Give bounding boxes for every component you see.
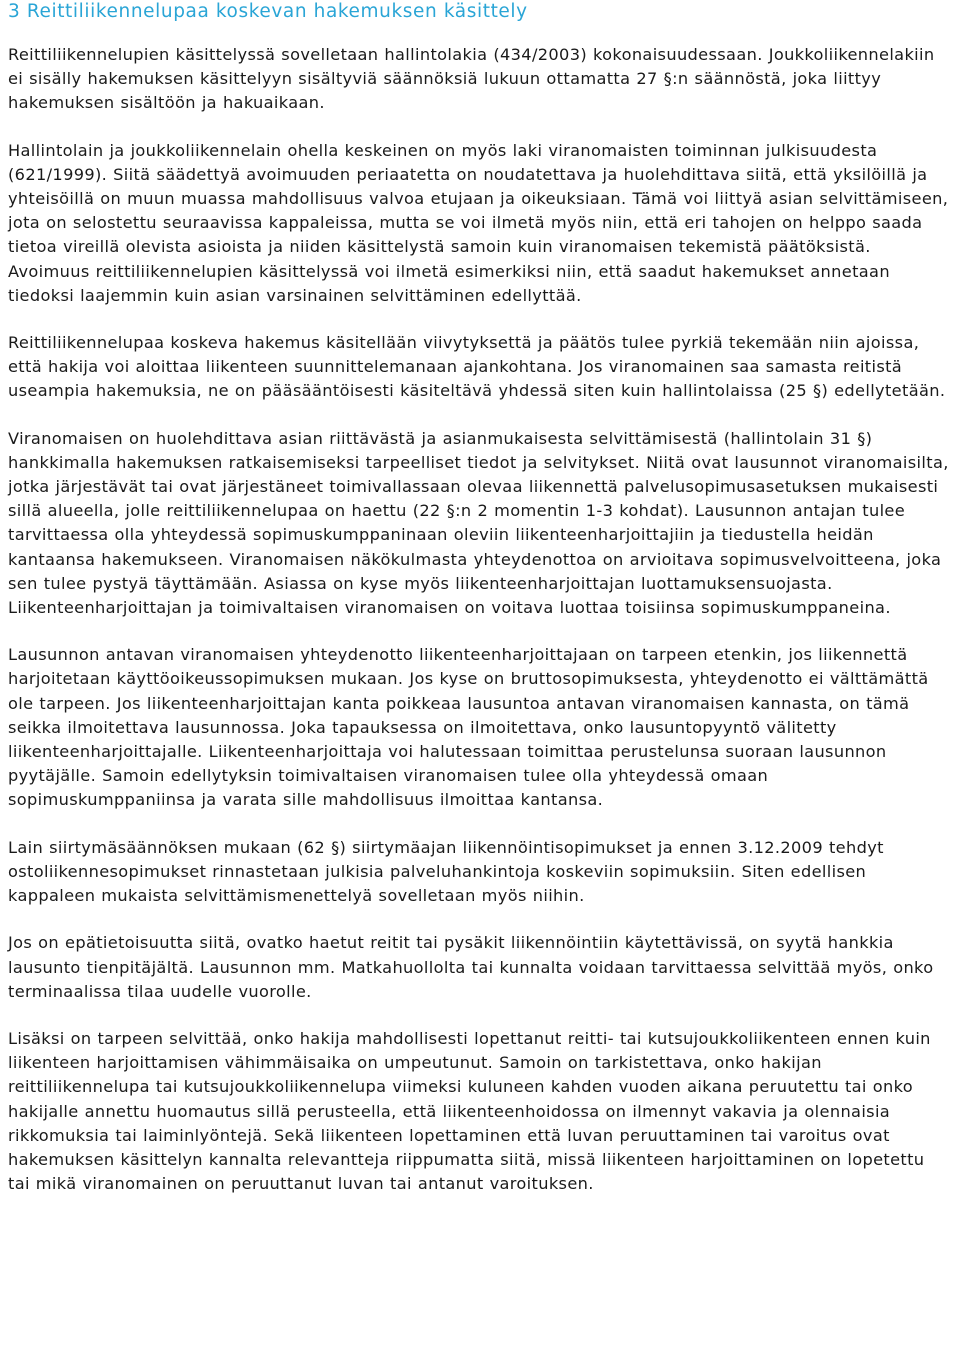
- paragraph-8: Lisäksi on tarpeen selvittää, onko hakija mahdollisesti lopettanut reitti- tai kutsujoukkoliikenteen ennen kuin liikenteen harjoittamisen vähimmäisaika on umpeutunut. Samoin on tarkistettava, onko hakijan reittiliikennelupa tai kutsujoukkoliikennelupa viimeksi kuluneen kahden vuoden aikana peruutettu tai onko hakijalle annettu huomautus sillä perusteella, että liikenteenhoidossa on ilmennyt vakavia ja olennaisia rikkomuksia tai laiminlyöntejä. Sekä liikenteen lopettaminen että luvan peruuttaminen tai varoitus ovat hakemuksen käsittelyn kannalta relevantteja riippumatta siitä, missä liikenteen harjoittaminen on lopetettu tai mikä viranomainen on peruuttanut luvan tai antanut varoituksen.: [8, 1028, 931, 1194]
- paragraph-6: Lain siirtymäsäännöksen mukaan (62 §) siirtymäajan liikennöintisopimukset ja ennen 3.12.2009 tehdyt ostoliikennesopimukset rinnastetaan julkisia palveluhankintoja koskeviin sopimuksiin. Siten edellisen kappaleen mukaista selvittämismenettelyä sovelletaan myös niihin.: [8, 837, 884, 906]
- paragraph-7: Jos on epätietoisuutta siitä, ovatko haetut reitit tai pysäkit liikennöintiin käytettävissä, on syytä hankkia lausunto tienpitäjältä. Lausunnon mm. Matkahuollolta tai kunnalta voidaan tarvittaessa selvittää myös, onko terminaalissa tilaa uudelle vuorolle.: [8, 933, 934, 1001]
- paragraph-5: Lausunnon antavan viranomaisen yhteydenotto liikenteenharjoittajaan on tarpeen etenkin, jos liikennettä harjoitetaan käyttöoikeussopimuksen mukaan. Jos kyse on bruttosopimuksesta, yhteydenotto ei välttämättä ole tarpeen. Jos liikenteenharjoittajan kanta poikkeaa lausuntoa antavan viranomaisen kannasta, on tämä seikka ilmoitettava lausunnossa. Joka tapauksessa on ilmoitettava, onko lausuntopyyntö välitetty liikenteenharjoittajalle. Liikenteenharjoittaja voi halutessaan toimittaa perustelunsa suoraan lausunnon pyytäjälle. Samoin edellytyksin toimivaltaisen viranomaisen tulee olla yhteydessä omaan sopimuskumppaniinsa ja varata sille mahdollisuus ilmoittaa kantansa.: [8, 645, 929, 810]
- paragraph-4: Viranomaisen on huolehdittava asian riittävästä ja asianmukaisesta selvittämisestä (hallintolain 31 §) hankkimalla hakemuksen ratkaisemiseksi tarpeelliset tiedot ja selvitykset. Niitä ovat lausunnot viranomaisilta, jotka järjestävät tai ovat järjestäneet toimivallassaan olevaa liikennettä palvelusopimusasetuksen mukaisesti sillä alueella, jolle reittiliikennelupaa on haettu (22 §:n 2 momentin 1-3 kohdat). Lausunnon antajan tulee tarvittaessa olla yhteydessä sopimuskumppaninaan oleviin liikenteenharjoittajiin ja tiedustella heidän kantaansa hakemukseen. Viranomaisen näkökulmasta yhteydenottoa on arvioitava sopimusvelvoitteena, joka sen tulee pystyä täyttämään. Asiassa on kyse myös liikenteenharjoittajan luottamuksensuojasta. Liikenteenharjoittajan ja toimivaltaisen viranomaisen on voitava luottaa toisiinsa sopimuskumppaneina.: [8, 428, 949, 618]
- section-heading: 3 Reittiliikennelupaa koskevan hakemuksen käsittely: [8, 1, 528, 22]
- document-page: [8, 0, 952, 1196]
- paragraph-2: Hallintolain ja joukkoliikennelain ohella keskeinen on myös laki viranomaisten toiminnan julkisuudesta (621/1999). Siitä säädettyä avoimuuden periaatetta on noudatettava ja huolehdittava siitä, että yksilöillä ja yhteisöillä on muun muassa mahdollisuus valvoa etujaan ja oikeuksiaan. Tämä voi liittyä asian selvittämiseen, jota on selostettu seuraavissa kappaleissa, mutta se voi ilmetä myös niin, että eri tahojen on helppo saada tietoa vireillä olevista asioista ja niiden käsittelystä samoin kuin viranomaisen tekemistä päätöksistä. Avoimuus reittiliikennelupien käsittelyssä voi ilmetä esimerkiksi niin, että saadut hakemukset annetaan tiedoksi laajemmin kuin asian varsinainen selvittäminen edellyttää.: [8, 140, 949, 305]
- paragraph-1: Reittiliikennelupien käsittelyssä sovelletaan hallintolakia (434/2003) kokonaisuudessaan. Joukkoliikennelakiin ei sisälly hakemuksen käsittelyyn sisältyviä säännöksiä lukuun ottamatta 27 §:n säännöstä, joka liittyy hakemuksen sisältöön ja hakuaikaan.: [8, 45, 935, 113]
- paragraph-3: Reittiliikennelupaa koskeva hakemus käsitellään viivytyksettä ja päätös tulee pyrkiä tekemään niin ajoissa, että hakija voi aloittaa liikenteen suunnittelemanaan ajankohtana. Jos viranomainen saa samasta reitistä useampia hakemuksia, ne on pääsääntöisesti käsiteltävä yhdessä siten kuin hallintolaissa (25 §) edellytetään.: [8, 333, 946, 401]
